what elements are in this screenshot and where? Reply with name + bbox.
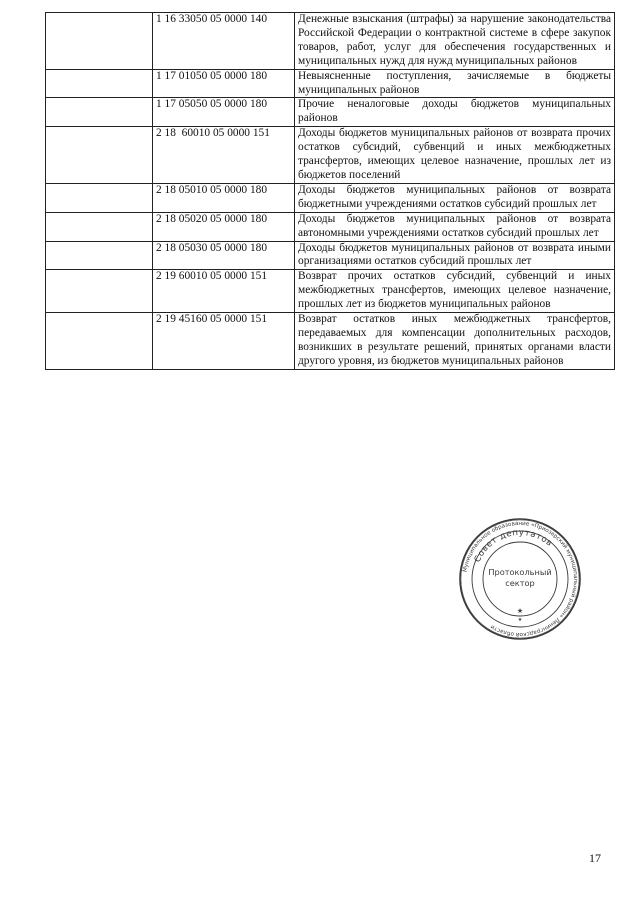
budget-code-cell: 2 18 05020 05 0000 180 bbox=[153, 212, 295, 241]
official-stamp bbox=[458, 517, 582, 641]
star-icon: ★ bbox=[516, 607, 524, 615]
budget-code-cell: 1 17 01050 05 0000 180 bbox=[153, 69, 295, 98]
admin-code-cell bbox=[46, 270, 153, 313]
admin-code-cell bbox=[46, 212, 153, 241]
budget-code-cell: 2 19 60010 05 0000 151 bbox=[153, 270, 295, 313]
admin-code-cell bbox=[46, 98, 153, 127]
table-row bbox=[46, 98, 615, 127]
table-row bbox=[46, 69, 615, 98]
table-body bbox=[46, 13, 615, 370]
income-description-cell: Возврат прочих остатков субсидий, субвенций и иных межбюджетных трансфертов, имеющих целевое назначение, прошлых лет из бюджетов муниципальных районов bbox=[295, 270, 615, 313]
income-description-cell: Доходы бюджетов муниципальных районов от возврата автономными учреждениями остатков субсидий прошлых лет bbox=[295, 212, 615, 241]
admin-code-cell bbox=[46, 69, 153, 98]
page-number: 17 bbox=[589, 851, 601, 865]
table-row bbox=[46, 183, 615, 212]
admin-code-cell bbox=[46, 127, 153, 184]
table-row bbox=[46, 241, 615, 270]
stamp-middle-text: Совет депутатов bbox=[472, 527, 555, 565]
budget-code-cell: 2 18 60010 05 0000 151 bbox=[153, 127, 295, 184]
stamp-outer-text: Муниципальное образование «Приозерский муниципальный район» Ленинградской области bbox=[462, 520, 579, 638]
income-description-cell: Доходы бюджетов муниципальных районов от возврата бюджетными учреждениями остатков субсидий прошлых лет bbox=[295, 183, 615, 212]
income-description-cell: Прочие неналоговые доходы бюджетов муниципальных районов bbox=[295, 98, 615, 127]
budget-code-cell: 1 17 05050 05 0000 180 bbox=[153, 98, 295, 127]
budget-code-cell: 1 16 33050 05 0000 140 bbox=[153, 13, 295, 70]
budget-code-cell: 2 19 45160 05 0000 151 bbox=[153, 313, 295, 370]
table-row bbox=[46, 127, 615, 184]
table-row bbox=[46, 13, 615, 70]
admin-code-cell bbox=[46, 313, 153, 370]
table-row bbox=[46, 270, 615, 313]
admin-code-cell bbox=[46, 241, 153, 270]
budget-code-cell: 2 18 05010 05 0000 180 bbox=[153, 183, 295, 212]
budget-codes-table bbox=[45, 12, 615, 370]
table-row bbox=[46, 313, 615, 370]
stamp-center-line1: Протокольный bbox=[488, 567, 552, 577]
stamp-center-line2: сектор bbox=[505, 578, 535, 588]
income-description-cell: Доходы бюджетов муниципальных районов от возврата прочих остатков субсидий, субвенций и иных межбюджетных трансфертов, имеющих целевое назначение, прошлых лет из бюджетов поселений bbox=[295, 127, 615, 184]
budget-code-cell: 2 18 05030 05 0000 180 bbox=[153, 241, 295, 270]
admin-code-cell bbox=[46, 13, 153, 70]
income-description-cell: Невыясненные поступления, зачисляемые в бюджеты муниципальных районов bbox=[295, 69, 615, 98]
star-icon: ★ bbox=[517, 617, 523, 623]
income-description-cell: Денежные взыскания (штрафы) за нарушение законодательства Российской Федерации о контрактной системе в сфере закупок товаров, работ, услуг для обеспечения государственных и муниципальных нужд для нужд муниципальных районов bbox=[295, 13, 615, 70]
table-row bbox=[46, 212, 615, 241]
income-description-cell: Доходы бюджетов муниципальных районов от возврата иными организациями остатков субсидий прошлых лет bbox=[295, 241, 615, 270]
admin-code-cell bbox=[46, 183, 153, 212]
income-description-cell: Возврат остатков иных межбюджетных трансфертов, передаваемых для компенсации дополнительных расходов, возникших в результате решений, принятых органами власти другого уровня, из бюджетов муниципальных районов bbox=[295, 313, 615, 370]
